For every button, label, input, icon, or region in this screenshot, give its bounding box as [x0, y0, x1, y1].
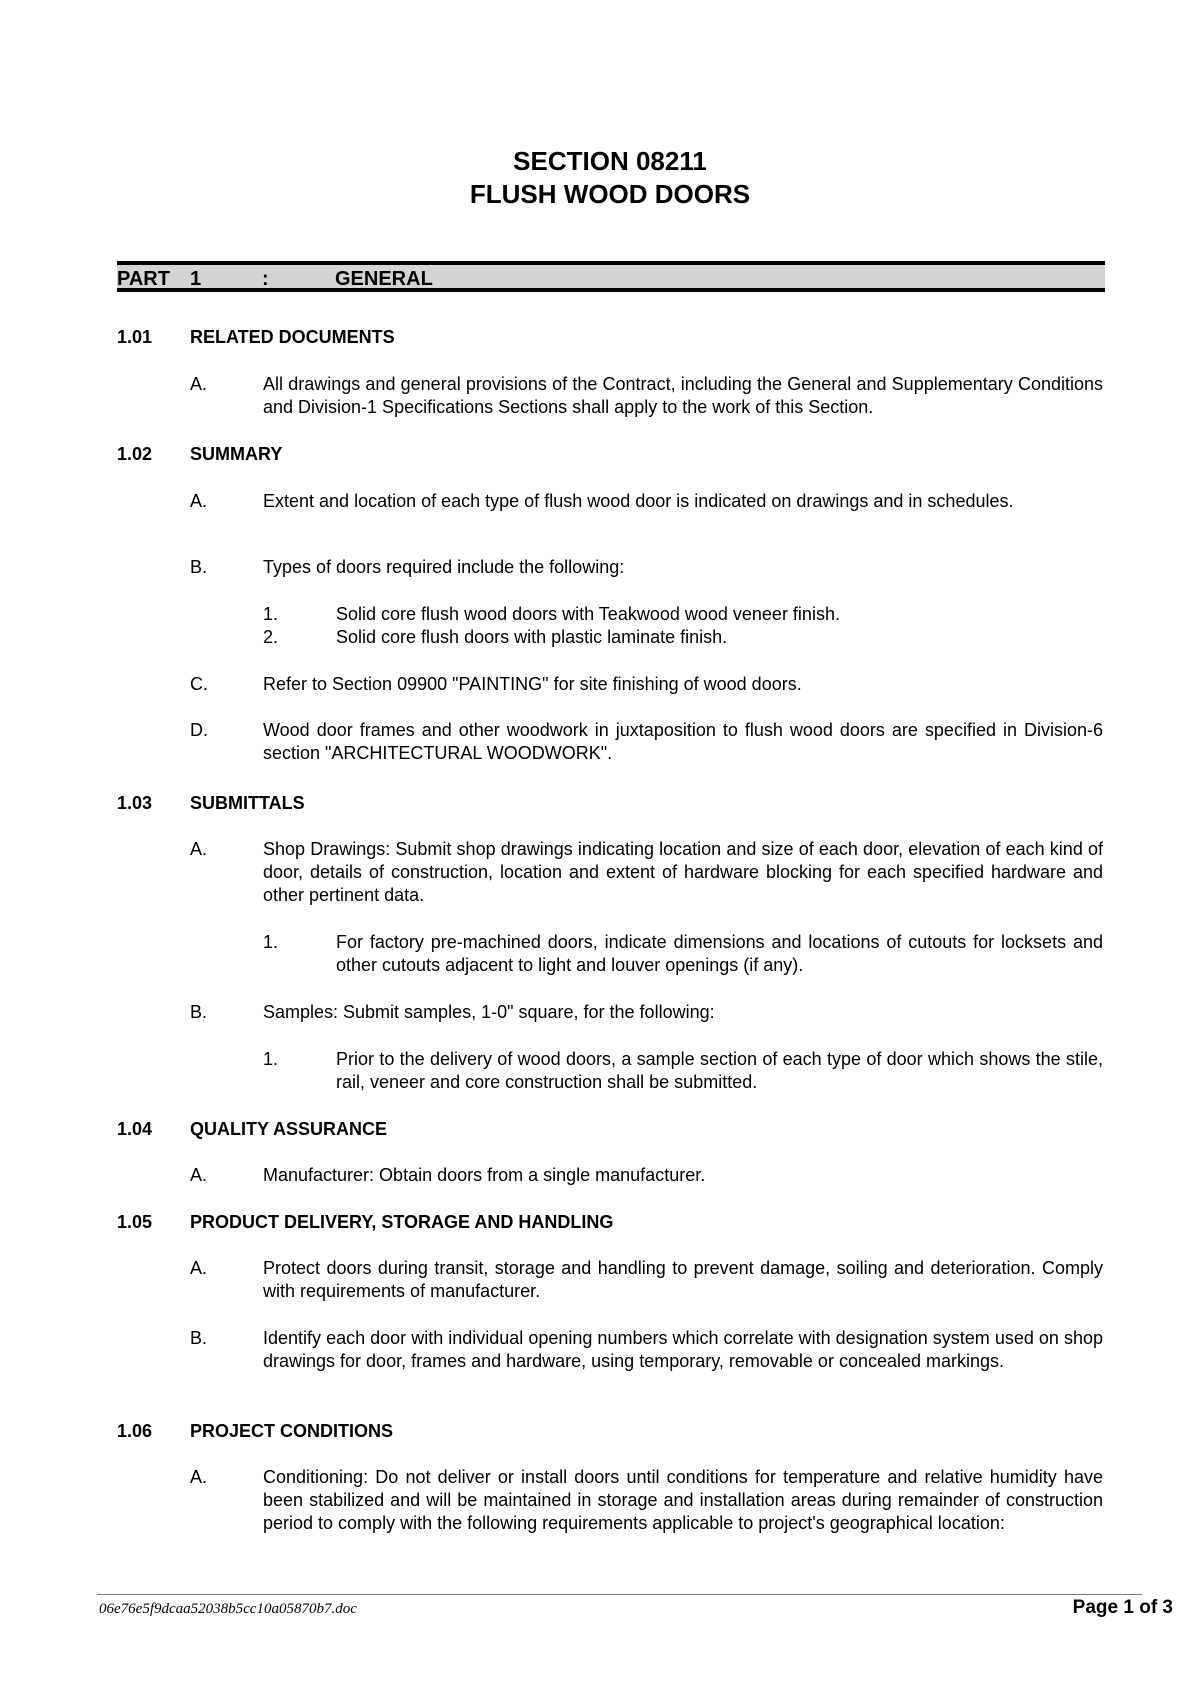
item-letter: B. [190, 557, 208, 577]
item-letter: C. [190, 674, 208, 694]
subitem-text: Solid core flush doors with plastic laminate finish. [336, 627, 728, 647]
section-heading-project-conditions: PROJECT CONDITIONS [190, 1421, 394, 1441]
item-letter: A. [190, 1258, 208, 1278]
item-letter: B. [190, 1002, 208, 1022]
section-heading-summary: SUMMARY [190, 444, 283, 464]
section-number-1-01: 1.01 [117, 327, 153, 347]
item-text: Conditioning: Do not deliver or install doors until conditions for temperature and relative humidity have been stabilized and will be maintained in storage and installation areas during remainder of construction period to comply with the following requirements applicable to project's geographical location: [263, 1467, 1103, 1533]
page-number: Page 1 of 3 [1072, 1597, 1173, 1618]
section-number-1-06: 1.06 [117, 1421, 153, 1441]
item-text: Protect doors during transit, storage and handling to prevent damage, soiling and deterioration. Comply with requirements of manufacturer. [263, 1258, 1103, 1301]
subitem-number: 1. [263, 1049, 279, 1069]
item-text: Shop Drawings: Submit shop drawings indicating location and size of each door, elevation of each kind of door, details of construction, location and extent of hardware blocking for each specified hardware and other pertinent data. [263, 839, 1103, 905]
part-separator: : [262, 268, 269, 290]
footer-divider [97, 1594, 1142, 1595]
section-number-1-03: 1.03 [117, 793, 153, 813]
item-text: Extent and location of each type of flush wood door is indicated on drawings and in schedules. [263, 491, 1014, 511]
section-title: FLUSH WOOD DOORS [469, 179, 751, 209]
item-letter: A. [190, 1165, 208, 1185]
item-letter: A. [190, 1467, 208, 1487]
item-letter: A. [190, 491, 208, 511]
subitem-number: 1. [263, 604, 279, 624]
section-number-1-04: 1.04 [117, 1119, 153, 1139]
part-number: 1 [190, 268, 202, 290]
item-letter: A. [190, 374, 208, 394]
item-text: Manufacturer: Obtain doors from a single manufacturer. [263, 1165, 706, 1185]
footer-filename: 06e76e5f9dcaa52038b5cc10a05870b7.doc [99, 1601, 357, 1617]
part-header-bar [117, 261, 1105, 292]
item-text: Refer to Section 09900 "PAINTING" for site finishing of wood doors. [263, 674, 802, 694]
item-text: Identify each door with individual opening numbers which correlate with designation system used on shop drawings for door, frames and hardware, using temporary, removable or concealed markings. [263, 1328, 1103, 1371]
part-label: PART [117, 268, 170, 290]
section-number-1-05: 1.05 [117, 1212, 153, 1232]
item-text: Types of doors required include the following: [263, 557, 625, 577]
subitem-number: 1. [263, 932, 279, 952]
subitem-text: Solid core flush wood doors with Teakwood wood veneer finish. [336, 604, 840, 624]
section-number: SECTION 08211 [513, 146, 707, 176]
section-heading-related-documents: RELATED DOCUMENTS [190, 327, 395, 347]
item-text: All drawings and general provisions of the Contract, including the General and Supplementary Conditions and Division-1 Specifications Sections shall apply to the work of this Section. [263, 374, 1103, 417]
section-heading-product-delivery: PRODUCT DELIVERY, STORAGE AND HANDLING [190, 1212, 614, 1232]
part-title: GENERAL [335, 268, 433, 290]
item-letter: B. [190, 1328, 208, 1348]
subitem-number: 2. [263, 627, 279, 647]
item-letter: A. [190, 839, 208, 859]
subitem-text: Prior to the delivery of wood doors, a sample section of each type of door which shows the stile, rail, veneer and core construction shall be submitted. [336, 1049, 1103, 1092]
item-letter: D. [190, 720, 208, 740]
item-text: Wood door frames and other woodwork in juxtaposition to flush wood doors are specified in Division-6 section "ARCHITECTURAL WOODWORK". [263, 720, 1103, 763]
section-heading-quality-assurance: QUALITY ASSURANCE [190, 1119, 388, 1139]
section-number-1-02: 1.02 [117, 444, 153, 464]
section-heading-submittals: SUBMITTALS [190, 793, 305, 813]
subitem-text: For factory pre-machined doors, indicate dimensions and locations of cutouts for locksets and other cutouts adjacent to light and louver openings (if any). [336, 932, 1103, 975]
item-text: Samples: Submit samples, 1-0" square, for the following: [263, 1002, 715, 1022]
